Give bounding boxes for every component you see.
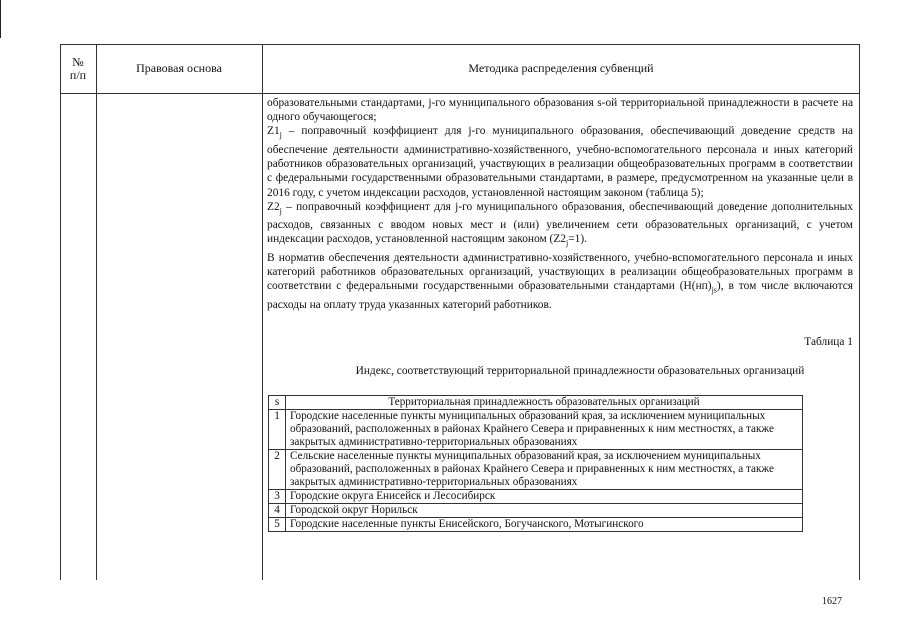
row-index: 2 bbox=[269, 450, 286, 490]
row-description: Городские населенные пункты Енисейского, Богучанского, Мотыгинского bbox=[286, 518, 803, 532]
page-edge-mark bbox=[0, 0, 1, 38]
table-row bbox=[269, 410, 803, 450]
paragraph-3 bbox=[267, 200, 853, 251]
paragraph-2 bbox=[267, 124, 853, 199]
row-index: 3 bbox=[269, 490, 286, 504]
table-row bbox=[269, 504, 803, 518]
header-legal-basis: Правовая основа bbox=[136, 61, 222, 75]
z2-symbol: Z2 bbox=[267, 200, 280, 213]
header-number-column: № п/п bbox=[69, 55, 87, 82]
col-s-header: s bbox=[269, 396, 286, 410]
index-table-header-row bbox=[269, 396, 803, 410]
row-index: 1 bbox=[269, 410, 286, 450]
table-caption: Таблица 1 bbox=[804, 336, 853, 348]
paragraph-4-end: ), в том числе включаются расходы на оплату труда указанных категорий работников. bbox=[267, 280, 853, 311]
row-index: 5 bbox=[269, 518, 286, 532]
paragraph-4 bbox=[267, 251, 853, 312]
row-description: Сельские населенные пункты муниципальных образований края, за исключением муниципальных образований, расположенных в районах Крайнего Севера и приравненных к ним местностях, а также закрытых административно-территориальных образованиях bbox=[286, 450, 803, 490]
column-divider bbox=[96, 44, 97, 580]
col-desc-header: Территориальная принадлежность образовательных организаций bbox=[286, 396, 803, 410]
page-number: 1627 bbox=[822, 596, 842, 607]
row-description: Городские округа Енисейск и Лесосибирск bbox=[286, 490, 803, 504]
table-row bbox=[269, 518, 803, 532]
table-row bbox=[269, 450, 803, 490]
z1-symbol: Z1 bbox=[267, 125, 280, 138]
header-divider bbox=[60, 93, 860, 94]
paragraph-1: образовательными стандартами, j-го муниципального образования s-ой территориальной принадлежности в расчете на одного обучающегося; bbox=[267, 97, 853, 124]
paragraph-2-text: – поправочный коэффициент для j-го муниципального образования, обеспечивающий доведение средств на обеспечение деятельности административно-хозяйственного, учебно-вспомогательного персонала и иных категорий работников образовательных организаций, участвующих в реализации общеобразовательных программ в соответствии с федеральными государственными образовательными стандартами, в размере, предусмотренном на указанные цели в 2016 году, с учетом индексации расходов, установленной настоящим законом (таблица 5); bbox=[267, 125, 853, 199]
paragraph-4-text: В норматив обеспечения деятельности административно-хозяйственного, учебно-вспомогательного персонала и иных категорий работников образовательных организаций, участвующих в реализации общеобразовательных программ в соответствии с федеральными государственными образовательными стандартами (Н(нп) bbox=[267, 251, 853, 293]
table-title: Индекс, соответствующий территориальной принадлежности образовательных организаций bbox=[355, 365, 805, 377]
method-text bbox=[267, 96, 853, 312]
row-description: Городской округ Норильск bbox=[286, 504, 803, 518]
row-description: Городские населенные пункты муниципальных образований края, за исключением муниципальных образований, расположенных в районах Крайнего Севера и приравненных к ним местностях, а также закрытых административно-территориальных образованиях bbox=[286, 410, 803, 450]
z2-subscript-2: j bbox=[566, 238, 569, 248]
z2-subscript: j bbox=[279, 205, 282, 215]
norm-subscript: js bbox=[711, 285, 717, 295]
column-divider bbox=[262, 44, 263, 580]
index-table bbox=[268, 395, 803, 532]
header-method: Методика распределения субвенций bbox=[468, 61, 654, 75]
table-row bbox=[269, 490, 803, 504]
paragraph-3-end: =1). bbox=[568, 233, 587, 246]
z1-subscript: j bbox=[279, 130, 282, 140]
paragraph-3-text: – поправочный коэффициент для j-го муниципального образования, обеспечивающий доведение дополнительных расходов, связанных с вводом новых мест и (или) увеличением сети образовательных организаций, с учетом индексации расходов, установленной настоящим законом (Z2 bbox=[267, 200, 853, 246]
row-index: 4 bbox=[269, 504, 286, 518]
